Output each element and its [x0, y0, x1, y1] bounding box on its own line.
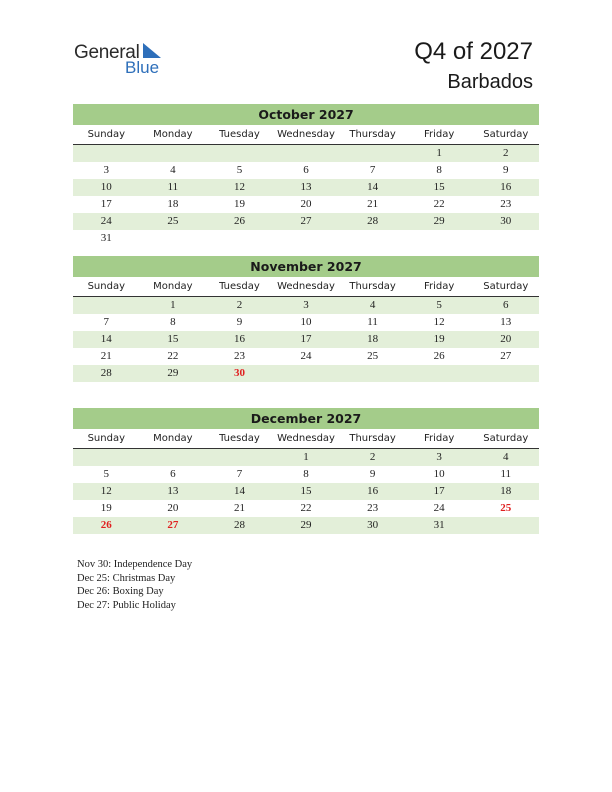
empty-day-cell	[206, 145, 273, 162]
page-title: Q4 of 2027	[414, 38, 533, 65]
day-cell: 8	[436, 164, 442, 176]
day-cell: 20	[300, 198, 312, 210]
country-name: Barbados	[447, 71, 533, 93]
week-row	[73, 449, 539, 466]
day-cell: 30	[233, 367, 245, 379]
day-cell: 13	[300, 181, 312, 193]
week-row	[73, 517, 539, 534]
week-row	[73, 162, 539, 179]
weekday-header-row	[73, 430, 539, 449]
day-cell: 6	[503, 299, 509, 311]
day-cell: 13	[500, 316, 512, 328]
weekday-label: Tuesday	[219, 281, 260, 292]
day-cell: 3	[436, 451, 442, 463]
day-cell: 29	[433, 215, 445, 227]
weekday-label: Sunday	[87, 129, 125, 140]
month-calendar-november	[73, 256, 539, 382]
day-cell: 24	[300, 350, 312, 362]
day-cell: 6	[303, 164, 309, 176]
logo-triangle-icon	[141, 43, 161, 59]
day-cell: 31	[433, 519, 445, 531]
day-cell: 21	[233, 502, 245, 514]
day-cell: 12	[100, 485, 112, 497]
day-cell: 14	[367, 181, 379, 193]
day-cell: 1	[170, 299, 176, 311]
day-cell: 14	[233, 485, 245, 497]
day-cell: 15	[433, 181, 445, 193]
day-cell: 25	[367, 350, 379, 362]
day-cell: 15	[300, 485, 312, 497]
day-cell: 30	[367, 519, 379, 531]
holiday-note: Dec 25: Christmas Day	[77, 572, 176, 584]
week-row	[73, 196, 539, 213]
week-row	[73, 500, 539, 517]
day-cell: 13	[167, 485, 179, 497]
empty-day-cell	[140, 145, 207, 162]
day-cell: 30	[500, 215, 512, 227]
day-cell: 21	[367, 198, 379, 210]
day-cell: 5	[436, 299, 442, 311]
day-cell: 4	[369, 299, 376, 311]
day-cell: 28	[233, 519, 245, 531]
weekday-label: Wednesday	[277, 281, 335, 292]
week-row	[73, 213, 539, 230]
month-header: December 2027	[73, 408, 539, 429]
weekday-label: Tuesday	[219, 433, 260, 444]
day-cell: 24	[433, 502, 445, 514]
weekday-label: Wednesday	[277, 433, 335, 444]
empty-day-cell	[472, 517, 539, 534]
empty-day-cell	[339, 145, 406, 162]
weekday-label: Sunday	[87, 281, 125, 292]
week-row	[73, 466, 539, 483]
day-cell: 11	[167, 181, 179, 193]
day-cell: 26	[433, 350, 445, 362]
day-cell: 17	[300, 333, 312, 345]
logo-text-general: General	[74, 42, 140, 63]
empty-day-cell	[273, 365, 340, 382]
day-cell: 8	[303, 468, 309, 480]
day-cell: 27	[300, 215, 312, 227]
holiday-note: Dec 26: Boxing Day	[77, 586, 164, 597]
week-row	[73, 348, 539, 365]
weekday-header-row	[73, 126, 539, 145]
weekday-label: Saturday	[483, 433, 529, 444]
day-cell: 10	[300, 316, 312, 328]
day-cell: 25	[500, 502, 512, 514]
day-cell: 12	[433, 316, 445, 328]
empty-day-cell	[140, 230, 207, 247]
day-cell: 9	[369, 468, 376, 480]
day-cell: 28	[367, 215, 379, 227]
empty-day-cell	[339, 365, 406, 382]
weekday-label: Saturday	[483, 281, 529, 292]
day-cell: 22	[167, 350, 179, 362]
week-row	[73, 230, 539, 247]
weekday-header-row	[73, 278, 539, 297]
day-cell: 26	[100, 519, 112, 531]
day-cell: 21	[100, 350, 112, 362]
empty-day-cell	[472, 230, 539, 247]
day-cell: 15	[167, 333, 179, 345]
day-cell: 4	[170, 164, 176, 176]
day-cell: 5	[236, 164, 243, 176]
day-cell: 2	[236, 299, 243, 311]
day-cell: 7	[369, 164, 376, 176]
day-cell: 9	[503, 164, 509, 176]
day-cell: 16	[500, 181, 512, 193]
empty-day-cell	[206, 230, 273, 247]
week-row	[73, 297, 539, 314]
day-cell: 3	[303, 299, 309, 311]
empty-day-cell	[73, 145, 140, 162]
day-cell: 9	[236, 316, 243, 328]
day-cell: 19	[100, 502, 112, 514]
weekday-label: Friday	[424, 433, 455, 444]
day-cell: 5	[103, 468, 110, 480]
logo-text-blue: Blue	[125, 58, 160, 77]
day-cell: 2	[369, 451, 376, 463]
empty-day-cell	[339, 230, 406, 247]
weekday-label: Monday	[153, 281, 193, 292]
weekday-label: Thursday	[349, 129, 396, 140]
day-cell: 23	[233, 350, 245, 362]
day-cell: 31	[100, 232, 112, 244]
weekday-label: Friday	[424, 281, 455, 292]
weekday-label: Sunday	[87, 433, 125, 444]
empty-day-cell	[406, 230, 473, 247]
weekday-label: Saturday	[483, 129, 529, 140]
day-cell: 16	[367, 485, 379, 497]
day-cell: 10	[100, 181, 112, 193]
empty-day-cell	[140, 449, 207, 466]
day-cell: 1	[436, 147, 442, 159]
day-cell: 23	[500, 198, 512, 210]
empty-day-cell	[273, 145, 340, 162]
week-row	[73, 483, 539, 500]
week-row	[73, 331, 539, 348]
day-cell: 23	[367, 502, 379, 514]
weekday-label: Tuesday	[219, 129, 260, 140]
day-cell: 18	[500, 485, 512, 497]
weekday-label: Friday	[424, 129, 455, 140]
weekday-label: Thursday	[349, 281, 396, 292]
generalblue-logo	[74, 42, 174, 78]
day-cell: 1	[303, 451, 309, 463]
empty-day-cell	[406, 365, 473, 382]
day-cell: 27	[167, 519, 179, 531]
day-cell: 28	[100, 367, 112, 379]
weekday-label: Monday	[153, 433, 193, 444]
day-cell: 24	[100, 215, 112, 227]
day-cell: 7	[236, 468, 243, 480]
day-cell: 27	[500, 350, 512, 362]
empty-day-cell	[206, 449, 273, 466]
day-cell: 17	[433, 485, 445, 497]
empty-day-cell	[273, 230, 340, 247]
day-cell: 8	[170, 316, 176, 328]
day-cell: 29	[167, 367, 179, 379]
day-cell: 19	[433, 333, 445, 345]
day-cell: 26	[233, 215, 245, 227]
day-cell: 19	[233, 198, 245, 210]
empty-day-cell	[73, 297, 140, 314]
month-header: October 2027	[73, 104, 539, 125]
week-row	[73, 179, 539, 196]
weekday-label: Monday	[153, 129, 193, 140]
day-cell: 7	[103, 316, 110, 328]
month-calendar-october	[73, 104, 539, 247]
day-cell: 16	[233, 333, 245, 345]
day-cell: 17	[100, 198, 112, 210]
day-cell: 3	[103, 164, 110, 176]
day-cell: 25	[167, 215, 179, 227]
day-cell: 18	[367, 333, 379, 345]
day-cell: 18	[167, 198, 179, 210]
holiday-notes	[77, 558, 192, 612]
day-cell: 6	[170, 468, 176, 480]
day-cell: 12	[233, 181, 245, 193]
week-row	[73, 314, 539, 331]
week-row	[73, 145, 539, 162]
day-cell: 10	[433, 468, 445, 480]
day-cell: 22	[300, 502, 312, 514]
holiday-note: Nov 30: Independence Day	[77, 559, 193, 570]
day-cell: 20	[500, 333, 512, 345]
empty-day-cell	[472, 365, 539, 382]
day-cell: 11	[367, 316, 378, 328]
weekday-label: Thursday	[349, 433, 396, 444]
weekday-label: Wednesday	[277, 129, 335, 140]
day-cell: 22	[433, 198, 445, 210]
day-cell: 14	[100, 333, 112, 345]
day-cell: 2	[503, 147, 509, 159]
day-cell: 11	[500, 468, 512, 480]
day-cell: 20	[167, 502, 179, 514]
empty-day-cell	[73, 449, 140, 466]
month-header: November 2027	[73, 256, 539, 277]
month-calendar-december	[73, 408, 539, 534]
week-row	[73, 365, 539, 382]
holiday-note: Dec 27: Public Holiday	[77, 599, 176, 611]
day-cell: 4	[503, 451, 509, 463]
day-cell: 29	[300, 519, 312, 531]
